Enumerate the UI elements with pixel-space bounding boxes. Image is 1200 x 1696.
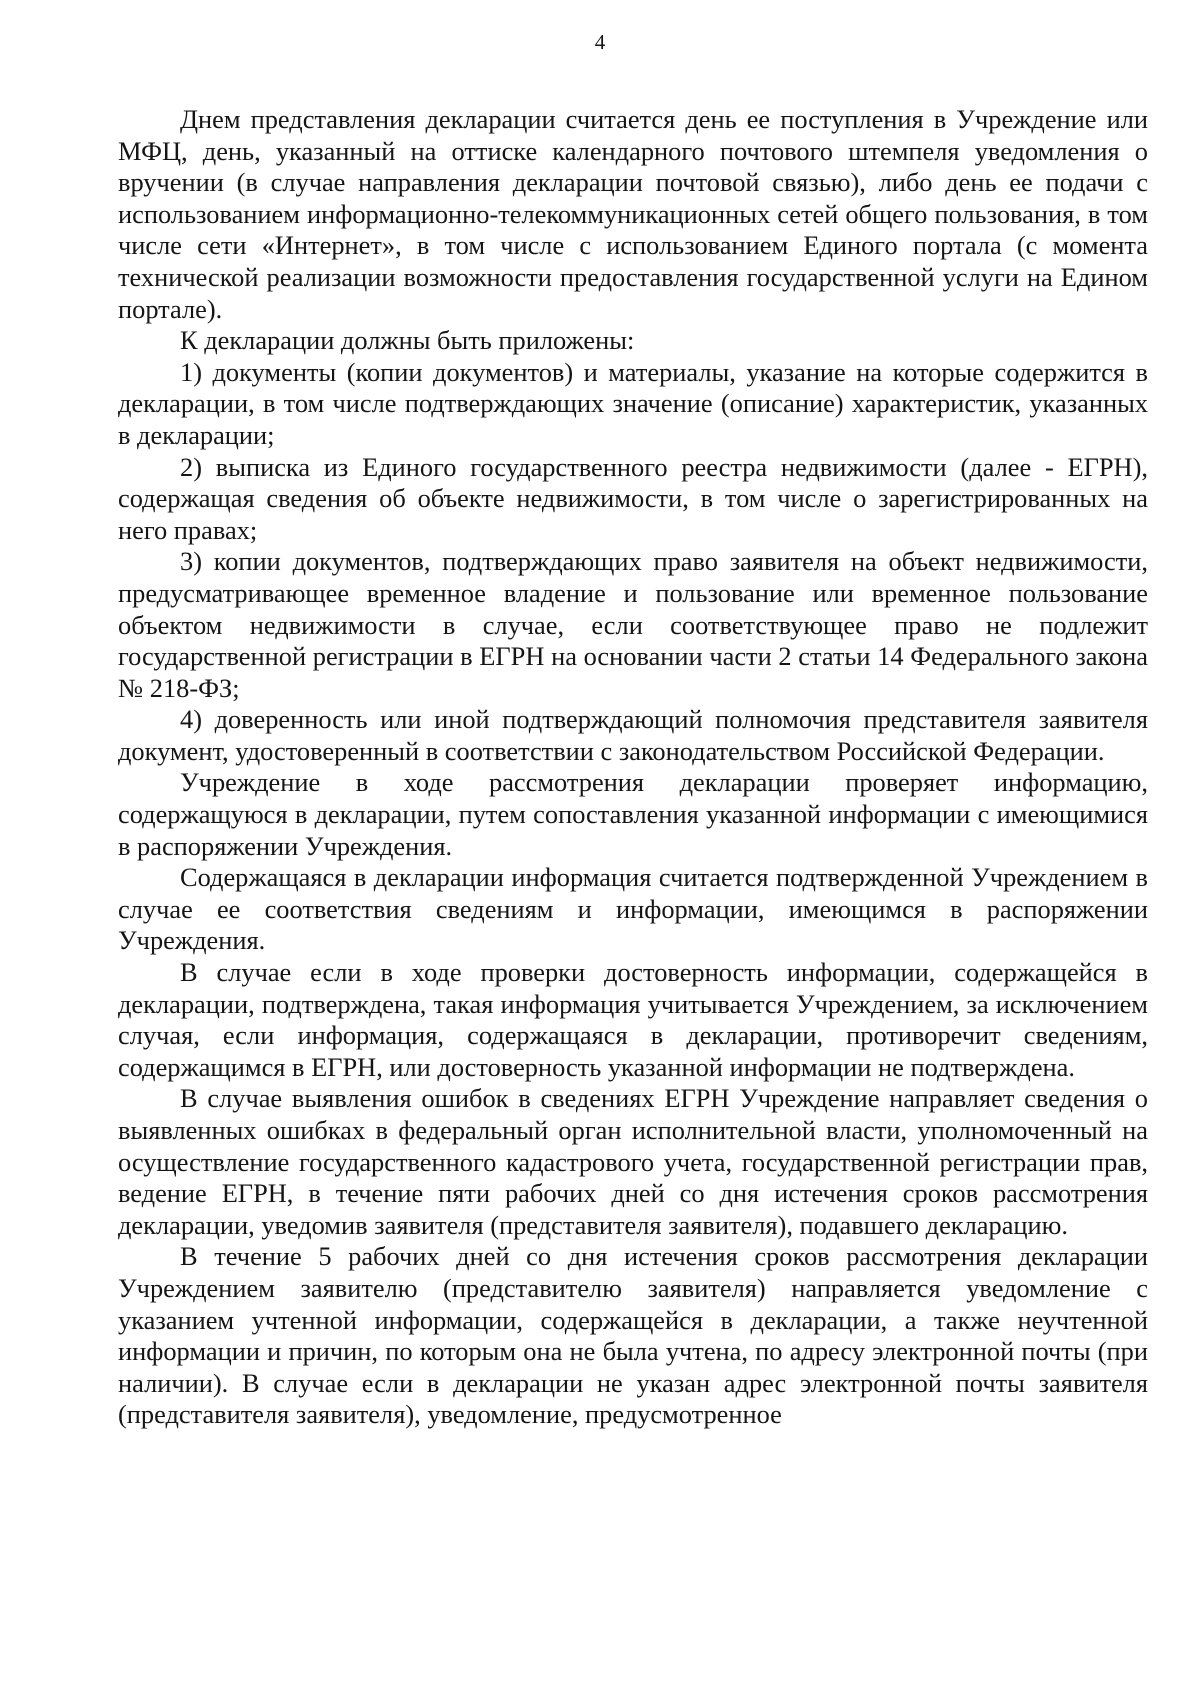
list-item-1: 1) документы (копии документов) и материалы, указание на которые содержится в декларации, в том числе подтверждающих значение (описание) характеристик, указанных в декларации;: [118, 356, 1148, 450]
list-item-3: 3) копии документов, подтверждающих право заявителя на объект недвижимости, предусматривающее временное владение и пользование или временное пользование объектом недвижимости в случае, если соответствующее право не подлежит государственной регистрации в ЕГРН на основании части 2 статьи 14 Федерального закона № 218-ФЗ;: [118, 546, 1148, 703]
paragraph-submission-day: Днем представления декларации считается день ее поступления в Учреждение или МФЦ, день, указанный на оттиске календарного почтового штемпеля уведомления о вручении (в случае направления декларации почтовой связью), либо день ее подачи с использованием информационно-телекоммуникационных сетей общего пользования, в том числе сети «Интернет», в том числе с использованием Единого портала (с момента технической реализации возможности предоставления государственной услуги на Едином портале).: [118, 104, 1148, 324]
paragraph-notification: В течение 5 рабочих дней со дня истечения сроков рассмотрения декларации Учреждением заявителю (представителю заявителя) направляется уведомление с указанием учтенной информации, содержащейся в декларации, а также неучтенной информации и причин, по которым она не была учтена, по адресу электронной почты (при наличии). В случае если в декларации не указан адрес электронной почты заявителя (представителя заявителя), уведомление, предусмотренное: [118, 1241, 1148, 1430]
paragraph-reliability-check: В случае если в ходе проверки достоверность информации, содержащейся в декларации, подтверждена, такая информация учитывается Учреждением, за исключением случая, если информация, содержащаяся в декларации, противоречит сведениям, содержащимся в ЕГРН, или достоверность указанной информации не подтверждена.: [118, 957, 1148, 1082]
list-item-4: 4) доверенность или иной подтверждающий полномочия представителя заявителя документ, удостоверенный в соответствии с законодательством Российской Федерации.: [118, 704, 1148, 766]
paragraph-verification: Учреждение в ходе рассмотрения декларации проверяет информацию, содержащуюся в декларации, путем сопоставления указанной информации с имеющимися в распоряжении Учреждения.: [118, 767, 1148, 861]
page-number: 4: [594, 30, 606, 54]
document-body: [118, 104, 1148, 1431]
paragraph-confirmed-info: Содержащаяся в декларации информация считается подтвержденной Учреждением в случае ее соответствия сведениям и информации, имеющимся в распоряжении Учреждения.: [118, 862, 1148, 956]
paragraph-attachments-intro: К декларации должны быть приложены:: [180, 325, 635, 356]
list-item-2: 2) выписка из Единого государственного реестра недвижимости (далее - ЕГРН), содержащая сведения об объекте недвижимости, в том числе о зарегистрированных на него правах;: [118, 451, 1148, 545]
paragraph-error-detection: В случае выявления ошибок в сведениях ЕГРН Учреждение направляет сведения о выявленных ошибках в федеральный орган исполнительной власти, уполномоченный на осуществление государственного кадастрового учета, государственной регистрации прав, ведение ЕГРН, в течение пяти рабочих дней со дня истечения сроков рассмотрения декларации, уведомив заявителя (представителя заявителя), подавшего декларацию.: [118, 1083, 1148, 1240]
